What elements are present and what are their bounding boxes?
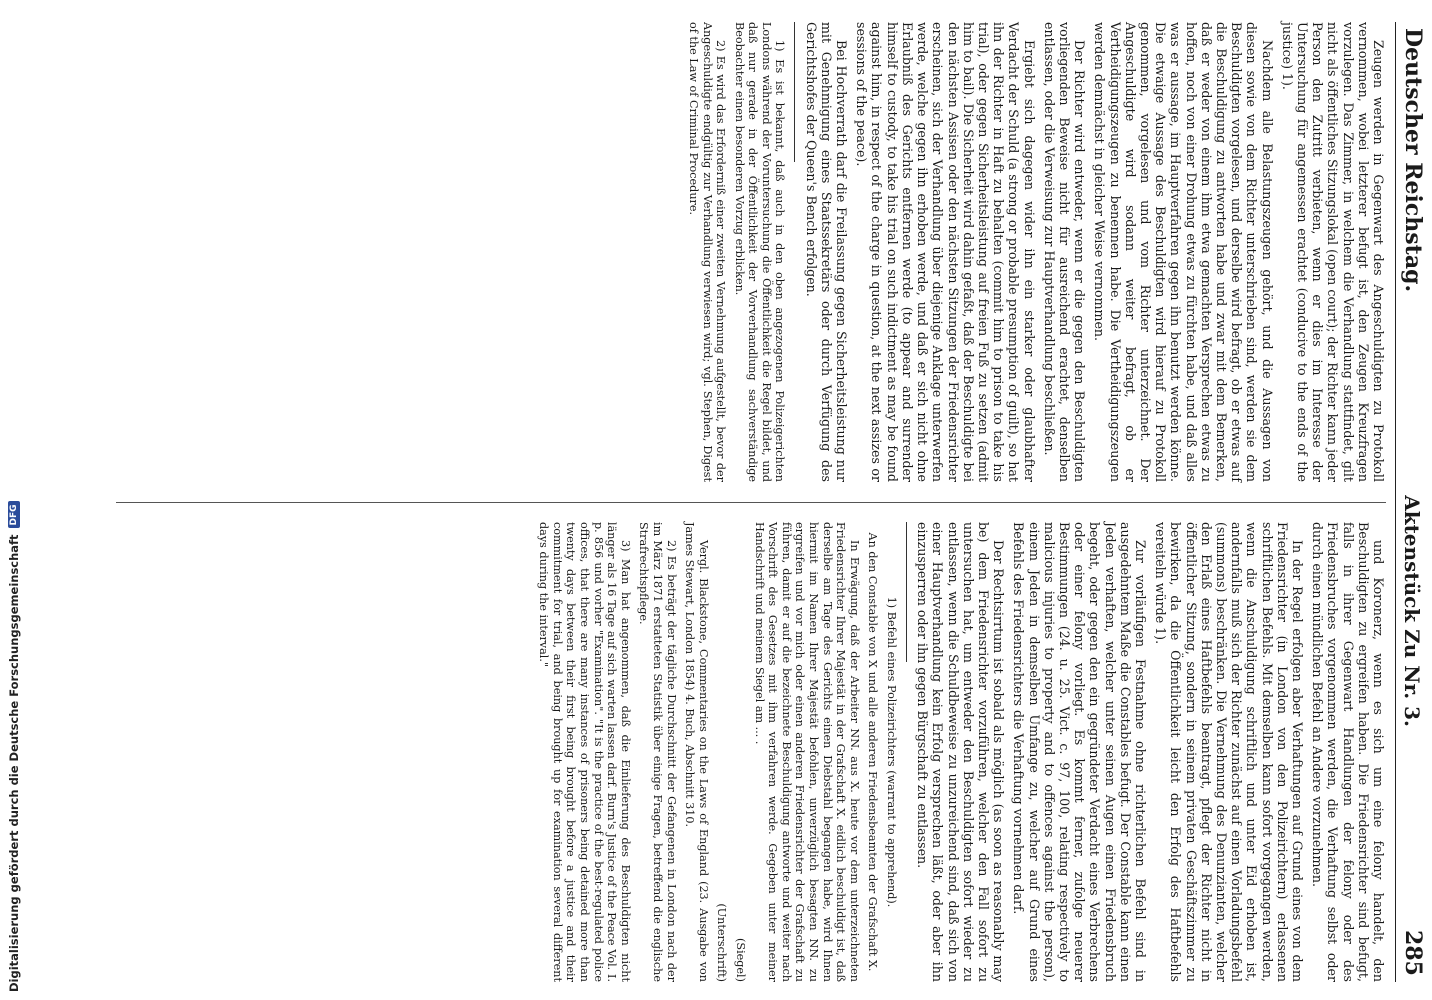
- footnote: 1) Es ist bekannt, daß auch in den oben angezogenen Polizeigerichten Londons während der Voruntersuchung die Öffentlichkeit die Regel bildet, und daß nur gerade in der Öffentlichkeit der Vorverhandlung sachverständige Beobachter einen besonderen Vorzug erblicken.: [732, 22, 787, 482]
- footnote: Vergl. Blackstone, Commentaries on the Laws of England (23. Ausgabe von James Stewart, London 1854) 4. Buch, Abschnitt 310.: [683, 522, 710, 982]
- paragraph: Der Rechtsirrtum ist sobald als möglich (as soon as reasonably may be) dem Friedensrichter vorzuführen, welcher den Fall sofort zu untersuchen hat, um entweder den Beschuldigten sofort wieder zu entlassen, wenn die Schuldbeweise zu unzureichend sind, daß sich von einer Hauptverhandlung kein Erfolg versprechen läßt, oder aber ihn einzusperren oder ihn gegen Bürgschaft zu entlassen.: [915, 522, 1007, 982]
- page-content: [110, 22, 1430, 982]
- footnote: 2) Es wird das Erforderniß einer zweiten Vernehmung aufgestellt, bevor der Angeschuldigte endgültig zur Verhandlung verwiesen wird; vgl. Stephen, Digest of the Law of Criminal Procedure.: [686, 22, 728, 482]
- writ-address: An den Constable von X und alle anderen Friedensbeamten der Grafschaft X.: [866, 532, 880, 972]
- writ-signature: (Unterschrift): [715, 903, 729, 982]
- footnote-rule: [906, 522, 907, 662]
- footnote-rule: [794, 22, 795, 162]
- writ-heading: 1) Befehl eines Polizeirichters (warrant to apprehend).: [884, 596, 898, 908]
- paragraph: und Koronerz, wenn es sich um eine felony handelt, den Beschuldigten zu ergreifen haben. Die Friedensrichter sind befugt, falls in ihrer Gegenwart Handlungen der felony oder des Friedensbruches vorgenommen werden, die Verhaftung selbst oder durch einen mündlichen Befehl an Andere vorzunehmen.: [1310, 522, 1386, 982]
- left-column: [681, 22, 1386, 482]
- header-left-title: Deutscher Reichstag.: [1400, 28, 1426, 293]
- paragraph: In der Regel erfolgen aber Verhaftungen auf Grund eines von dem Friedensrichter (in London von den Polizeirichtern) erlassenen schriftlichen Befehls. Mit demselben kann sofort vorgegangen werden, wenn die Anschuldigung schriftlich und unter Eid erhoben ist, andernfalls muß sich der Richter zunächst auf einen Vorladungsbefehl (summons) beschränken. Die Vernehmung des Denunzianten, welcher den Erlaß eines Haftbefehls beantragt, pflegt der Richter nicht in öffentlicher Sitzung, sondern in seinem privaten Geschäftszimmer zu bewirken, da die Öffentlichkeit leicht den Erfolg des Haftbefehls vereiteln würde 1).: [1153, 522, 1305, 982]
- running-header: [1395, 22, 1430, 982]
- paragraph: Der Richter wird entweder, wenn er die gegen den Beschuldigten vorliegenden Beweise nicht für ausreichend erachtet, denselben entlassen, oder die Verweisung zur Hauptverhandlung beschließen.: [1041, 22, 1088, 482]
- right-column: [532, 522, 1386, 982]
- header-document-reference: Aktenstück Zu Nr. 3.: [1400, 495, 1424, 727]
- paragraph: Zur vorläufigen Festnahme ohne richterlichen Befehl sind in ausgedehntem Maße die Constables befugt. Der Constable kann einen Jeden verhaften, welcher unter seinen Augen einen Friedensbruch begeht, oder gegen den ein gegründeter Verdacht eines Verbrechens oder einer felony vorliegt. Es kommt ferner, zufolge neuerer Bestimmungen (24. u. 25. Vict. c. 97, 100, relating respectively to malicious injuries to property and to offences against the person), einem Jeden in demselben Umfange zu, welcher auf Grund eines Befehls des Friedensrichters die Verhaftung vornehmen darf.: [1011, 522, 1148, 982]
- digitization-credit: [2, 0, 26, 1000]
- dfg-logo: DFG: [8, 501, 20, 528]
- writ-body: In Erwägung, daß der Arbeiter NN. aus X. heute vor dem unterzeichneten Friedensrichter Ihrer Majestät in der Grafschaft X. eidlich beschuldigt ist, daß derselbe am Tage des Gerichts einen Diebstahl begangen habe, wird Ihnen hiermit im Namen Ihrer Majestät befohlen, unverzüglich besagten NN. zu ergreifen und vor mich oder einen anderen Friedensrichter der Grafschaft zu führen, damit er auf die bezeichnete Beschuldigung antworte und weiter nach Vorschrift des Gesetzes mit ihm verfahren werde. Gegeben unter meiner Handschrift und meinem Siegel am ... .: [752, 522, 861, 982]
- footnote: 2) Es beträgt der tägliche Durchschnitt der Gefangenen in London nach der im März 1871 erstatteten Statistik über einige Fragen, betreffend die englische Strafrechtspflege.: [637, 522, 678, 982]
- paragraph: Ergiebt sich dagegen wider ihn ein starker oder glaubhafter Verdacht der Schuld (a strong or probable presumption of guilt), so hat ihn der Richter in Haft zu behalten (commit him to prison to take his trial), oder gegen Sicherheitsleistung auf freien Fuß zu setzen (admit him to bail). Die Sicherheit wird dahin gefaßt, daß der Beschuldigte bei den nächsten Assisen oder den nächsten Sitzungen der Friedensrichter erscheinen, sich der Verhandlung über diejenige Anklage unterwerfen werde, welche gegen ihn erhoben werde, und daß er sich nicht ohne Erlaubniß des Gerichts entfernen werde (to appear and surrender himself to custody, to take his trial on such indictment as may be found against him, in respect of the charge in question, at the next assizes or sessions of the peace).: [854, 22, 1037, 482]
- column-divider: [116, 502, 1386, 503]
- writ-seal: (Siegel): [733, 938, 747, 982]
- paragraph: Zeugen werden in Gegenwart des Angeschuldigten zu Protokoll vernommen, wobei letzterer befugt ist, den Zeugen Kreuzfragen vorzulegen. Das Zimmer, in welchem die Verhandlung stattfindet, gilt nicht als öffentliches Sitzungslokal (open court); der Richter kann jeder Person den Zutritt verbieten, wenn er dies im Interesse der Untersuchung für angemessen erachtet (conducive to the ends of the justice) 1).: [1279, 22, 1386, 482]
- paragraph: Nachdem alle Belastungszeugen gehört, und die Aussagen von diesen sowie von dem Richter unterschrieben sind, werden sie dem Beschuldigten vorgelesen, und derselbe wird befragt, ob er etwas auf die Beschuldigung zu antworten habe und zwar mit dem Bemerken, daß er weder von einem ihm etwa gemachten Versprechen etwas zu hoffen, noch von einer Drohung etwas zu fürchten habe, und daß alles was er aussage, im Hauptverfahren gegen ihn benutzt werden könne. Die etwaige Aussage des Beschuldigten wird hierauf zu Protokoll genommen, vorgelesen und vom Richter unterzeichnet. Der Angeschuldigte wird sodann weiter befragt, ob er Vertheidigungszeugen zu benennen habe. Die Vertheidigungszeugen werden demnächst in gleicher Weise vernommen.: [1092, 22, 1275, 482]
- page-number: 285: [1400, 930, 1426, 976]
- rotated-sheet: [110, 22, 1430, 982]
- credit-text: Digitalisierung gefördert durch die Deutsche Forschungsgemeinschaft: [7, 534, 21, 992]
- footnote: 3) Man hat angenommen, daß die Einlieferung des Beschuldigten nicht länger als 16 Tage auf sich warten lassen darf. Burn's Justice of the Peace Vol. I. p. 856 und vorher "Examination". "It is the practice of the best-regulated police offices, that there are many instances of prisoners being detained more than twenty days between their first being brought before a justice and their commitment for trial, and being brought up for examination several different days during the interval.": [537, 522, 632, 982]
- paragraph: Bei Hochverrath darf die Freilassung gegen Sicherheitsleistung nur mit Genehmigung eines Staatssekretärs oder durch Verfügung des Gerichtshofes der Queen's Bench erfolgen.: [803, 22, 850, 482]
